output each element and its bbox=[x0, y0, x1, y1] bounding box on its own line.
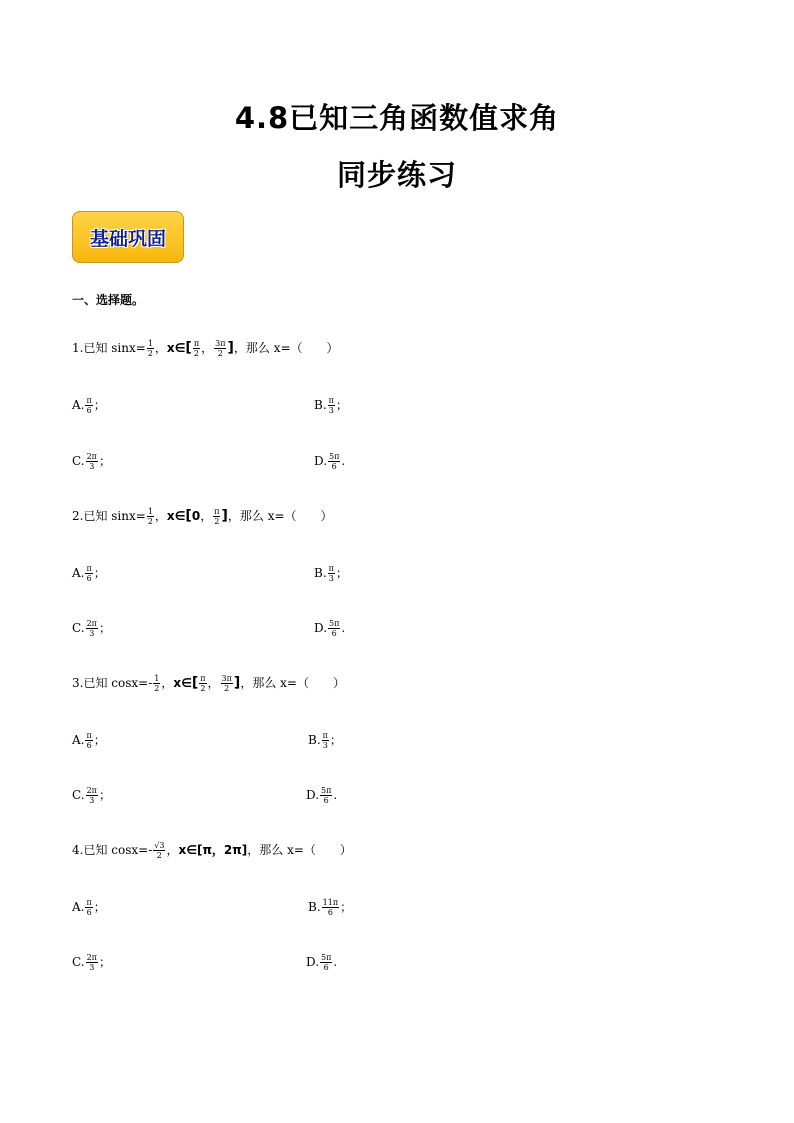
question-3-upper: $\frac{3\pi}{2}$ bbox=[221, 673, 232, 693]
question-3-option-d[interactable]: D. $\frac{5\pi}{6}$ . bbox=[306, 785, 338, 805]
page-subtitle: 同步练习 bbox=[336, 158, 457, 192]
question-1-option-a[interactable]: A. $\frac{\pi}{6}$ ； bbox=[72, 395, 106, 415]
question-3-value: $\frac{1}{2}$ bbox=[154, 673, 160, 693]
question-2-domain-label: x∈ bbox=[166, 509, 186, 523]
question-2-suffix: ，那么 x=（ ） bbox=[227, 509, 333, 523]
question-4-option-a[interactable]: A. $\frac{\pi}{6}$ ； bbox=[72, 897, 106, 917]
question-1-lower: $\frac{\pi}{2}$ bbox=[193, 338, 200, 358]
question-2-option-b[interactable]: B. $\frac{\pi}{3}$ ； bbox=[314, 563, 348, 583]
question-2: 2.已知 sinx= $\frac{1}{2}$ ， x∈ [ 0 ， $\frac{\pi}{2}$ ] ，那么 x=（ ） bbox=[72, 506, 333, 526]
question-4-value: $\frac{√3}{2}$ bbox=[154, 840, 165, 860]
question-1-domain-label: x∈ bbox=[166, 341, 186, 355]
question-4: 4.已知 cosx=- $\frac{√3}{2}$ ， x∈ [π，2π] ，那么 x=（ ） bbox=[72, 840, 352, 860]
page-title: 4.8已知三角函数值求角 bbox=[234, 101, 560, 135]
question-2-option-c[interactable]: C. $\frac{2\pi}{3}$ ； bbox=[72, 618, 111, 638]
question-4-interval: [π，2π] bbox=[196, 843, 248, 857]
question-3-domain-label: x∈ bbox=[173, 676, 192, 690]
question-1-option-c[interactable]: C. $\frac{2\pi}{3}$ ； bbox=[72, 451, 111, 471]
question-3: 3.已知 cosx=- $\frac{1}{2}$ ， x∈ [ $\frac{\pi}{2}$ ， $\frac{3\pi}{2}$ ] ，那么 x=（ ） bbox=[72, 673, 345, 693]
question-3-option-a[interactable]: A. $\frac{\pi}{6}$ ； bbox=[72, 730, 106, 750]
question-3-option-c[interactable]: C. $\frac{2\pi}{3}$ ； bbox=[72, 785, 111, 805]
question-2-option-d[interactable]: D. $\frac{5\pi}{6}$ . bbox=[314, 618, 346, 638]
question-3-lower: $\frac{\pi}{2}$ bbox=[200, 673, 206, 693]
question-4-prefix: 4.已知 cosx=- bbox=[72, 843, 153, 857]
question-4-option-d[interactable]: D. $\frac{5\pi}{6}$ . bbox=[306, 952, 338, 972]
question-1-option-b[interactable]: B. $\frac{\pi}{3}$ ； bbox=[314, 395, 348, 415]
question-1-option-d[interactable]: D. $\frac{5\pi}{6}$ . bbox=[314, 451, 346, 471]
question-2-option-a[interactable]: A. $\frac{\pi}{6}$ ； bbox=[72, 563, 106, 583]
question-2-prefix: 2.已知 sinx= bbox=[72, 509, 146, 523]
badge-label: 基础巩固 bbox=[89, 227, 166, 250]
question-3-suffix: ，那么 x=（ ） bbox=[240, 676, 345, 690]
question-2-upper: $\frac{\pi}{2}$ bbox=[214, 506, 220, 526]
question-4-domain-label: x∈ bbox=[178, 843, 197, 857]
question-4-option-b[interactable]: B. $\frac{11\pi}{6}$ ； bbox=[308, 897, 353, 917]
section-heading: 一、选择题。 bbox=[72, 293, 145, 307]
question-1-value: $\frac{1}{2}$ bbox=[147, 338, 153, 358]
question-2-value: $\frac{1}{2}$ bbox=[147, 506, 153, 526]
question-1-suffix: ，那么 x=（ ） bbox=[233, 341, 339, 355]
question-4-option-c[interactable]: C. $\frac{2\pi}{3}$ ； bbox=[72, 952, 111, 972]
section-badge bbox=[72, 211, 184, 263]
question-1-prefix: 1.已知 sinx= bbox=[72, 341, 146, 355]
question-3-prefix: 3.已知 cosx=- bbox=[72, 676, 153, 690]
question-4-suffix: ，那么 x=（ ） bbox=[247, 843, 352, 857]
question-1: 1.已知 sinx= $\frac{1}{2}$ ， x∈ [ $\frac{\pi}{2}$ ， $\frac{3\pi}{2}$ ] ，那么 x=（ ） bbox=[72, 338, 339, 358]
question-1-upper: $\frac{3\pi}{2}$ bbox=[215, 338, 226, 358]
question-3-option-b[interactable]: B. $\frac{\pi}{3}$ ； bbox=[308, 730, 342, 750]
